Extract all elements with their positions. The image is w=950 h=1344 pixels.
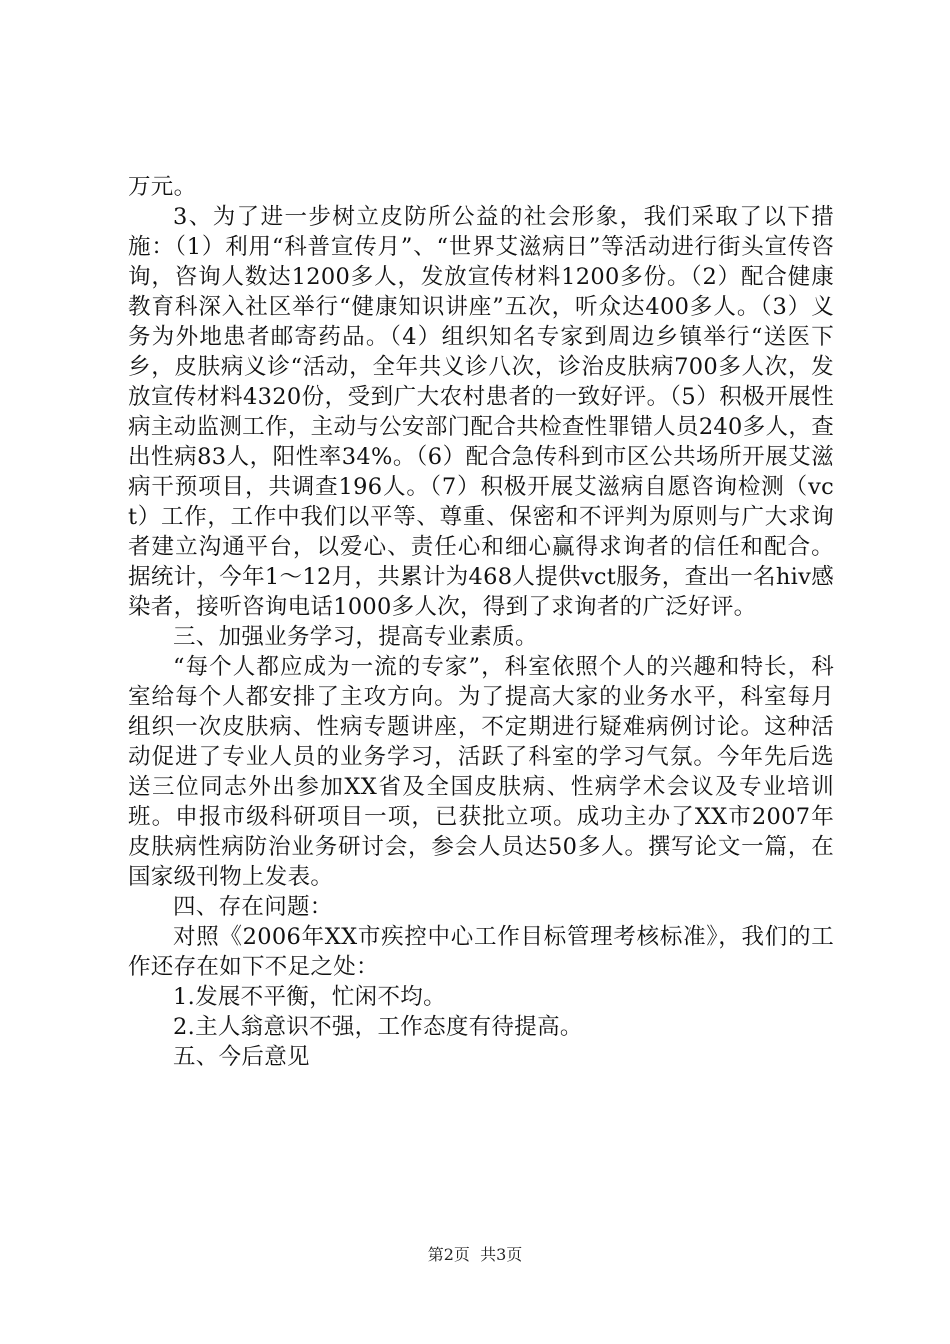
paragraph-continuation: 万元。 xyxy=(128,174,197,200)
paragraph-study: “每个人都应成为一流的专家”，科室依照个人的兴趣和特长，科室给每个人都安排了主攻方向。为了提高大家的业务水平，科室每月组织一次皮肤病、性病专题讲座，不定期进行疑难病例讨论。这种活动促进了专业人员的业务学习，活跃了科室的学习气氛。今年先后选送三位同志外出参加XX省及全国皮肤病、性病学术会议及专业培训班。申报市级科研项目一项，已获批立项。成功主办了XX市2007年皮肤病性病防治业务研讨会，参会人员达50多人。撰写论文一篇，在国家级刊物上发表。 xyxy=(128,654,834,890)
section-heading-problems: 四、存在问题： xyxy=(173,894,333,920)
document-body xyxy=(128,172,834,1072)
paragraph-measures: 3、为了进一步树立皮防所公益的社会形象，我们采取了以下措施：（1）利用“科普宣传月”、“世界艾滋病日”等活动进行街头宣传咨询，咨询人数达1200多人，发放宣传材料1200多份。（2）配合健康教育科深入社区举行“健康知识讲座”五次，听众达400多人。（3）义务为外地患者邮寄药品。（4）组织知名专家到周边乡镇举行“送医下乡，皮肤病义诊“活动，全年共义诊八次，诊治皮肤病700多人次，发放宣传材料4320份，受到广大农村患者的一致好评。（5）积极开展性病主动监测工作，主动与公安部门配合共检查性罪错人员240多人，查出性病83人，阳性率34%。（6）配合急传科到市区公共场所开展艾滋病干预项目，共调查196人。（7）积极开展艾滋病自愿咨询检测（vct）工作，工作中我们以平等、尊重、保密和不评判为原则与广大求询者建立沟通平台，以爱心、责任心和细心赢得求询者的信任和配合。据统计，今年1～12月，共累计为468人提供vct服务，查出一名hiv感染者，接听咨询电话1000多人次，得到了求询者的广泛好评。 xyxy=(128,204,834,620)
paragraph-problems-intro: 对照《2006年XX市疾控中心工作目标管理考核标准》，我们的工作还存在如下不足之处： xyxy=(128,924,834,980)
section-heading-study: 三、加强业务学习，提高专业素质。 xyxy=(173,624,538,650)
list-item-problem-2: 2.主人翁意识不强，工作态度有待提高。 xyxy=(173,1014,583,1040)
list-item-problem-1: 1.发展不平衡，忙闲不均。 xyxy=(173,984,446,1010)
section-heading-opinions: 五、今后意见 xyxy=(173,1044,310,1070)
page-number-label: 第2页 共3页 xyxy=(427,1245,523,1264)
page-footer xyxy=(0,1245,950,1265)
